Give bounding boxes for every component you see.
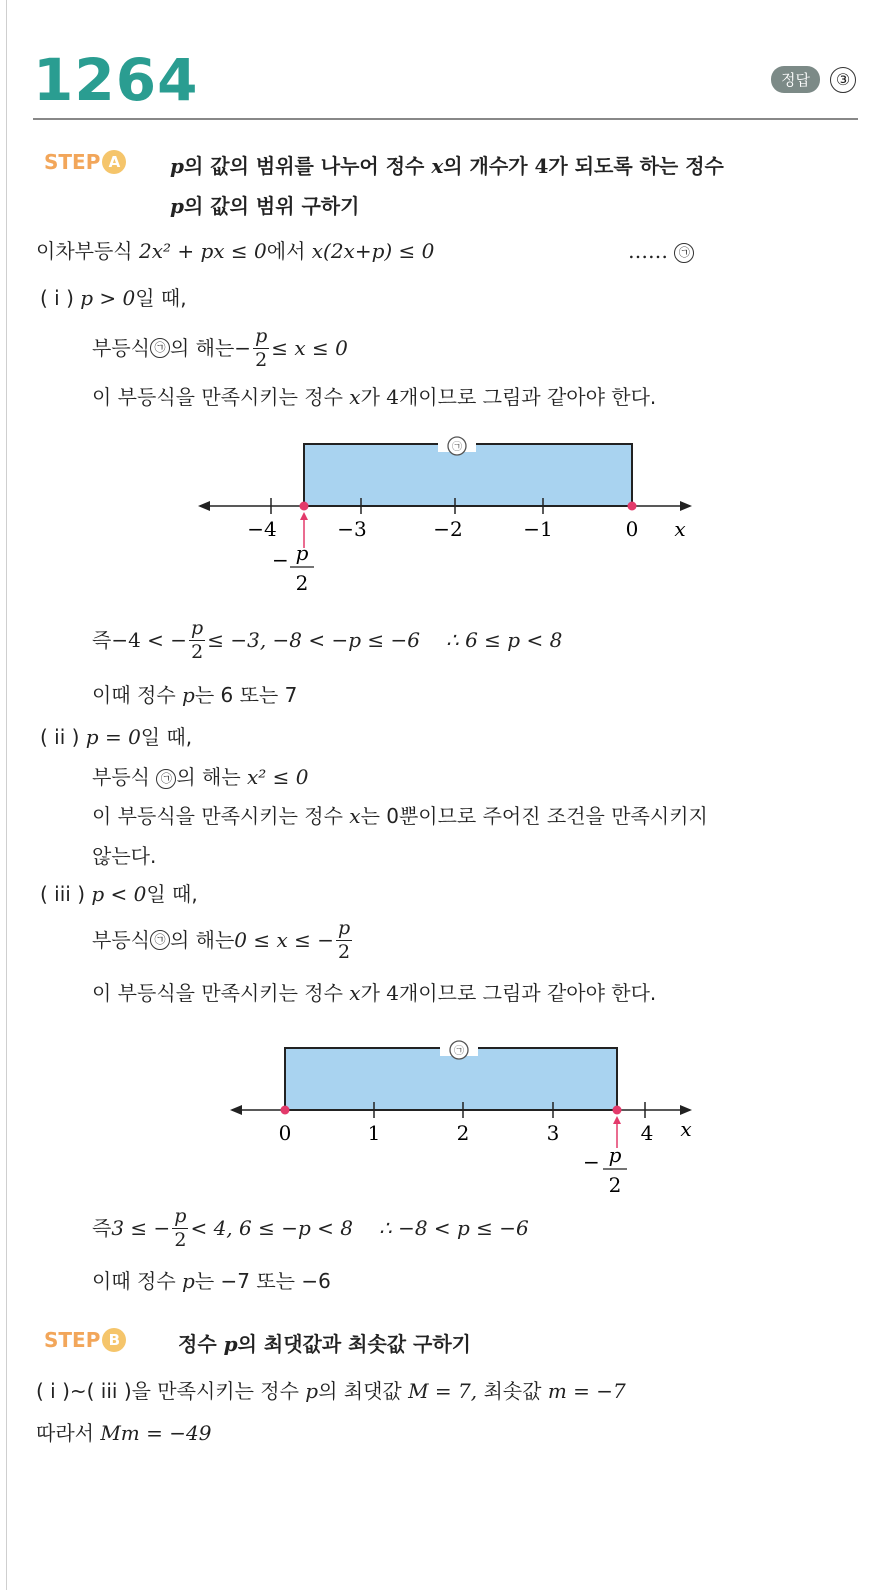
tick-label: −1: [523, 517, 553, 541]
step-a-title-line1: [170, 150, 724, 179]
frac-p-over-2: [189, 616, 205, 663]
case1-sol-expr: ≤ x ≤ 0: [271, 336, 348, 360]
case1-sentence: [92, 386, 656, 408]
step-b-title: [178, 1328, 471, 1357]
case3-sentence-end: 개이므로 그림과 같아야 한다.: [398, 981, 657, 1005]
case2-sentence: [92, 805, 708, 827]
frac-den: 2: [191, 640, 204, 663]
step-b-letter: B: [102, 1328, 126, 1352]
intro-dots: ……: [628, 239, 668, 263]
case3-therefore: ∴ −8 < p ≤ −6: [378, 1216, 529, 1240]
tick-label: 4: [640, 1121, 654, 1145]
case1-cond: p > 0: [80, 286, 136, 310]
case2-solution: [92, 766, 309, 789]
intro-reference: [628, 240, 694, 263]
mark-giyeok: ㉠: [150, 930, 170, 950]
step-a-title-part2: 의 개수가: [443, 154, 535, 178]
frac-p-over-2: [336, 916, 352, 963]
case1-sentence-num: 4: [386, 385, 399, 409]
intro-text1: 이차부등식: [36, 239, 139, 263]
marker-num: p: [608, 1143, 622, 1167]
case1-conclusion-post: 는 6 또는 7: [194, 683, 298, 707]
step-b-title-pre: 정수: [178, 1332, 224, 1356]
marker-den: 2: [608, 1173, 622, 1197]
step-a-title-line2: [170, 190, 359, 219]
step-b-line2-a: 따라서: [36, 1421, 101, 1445]
step-b-line1: [36, 1380, 626, 1402]
case3-sentence-mid: 가: [360, 981, 387, 1005]
region-label-1: ㉠: [452, 442, 462, 453]
case1-sol-mid: 의 해는: [169, 336, 235, 360]
tick-label: 3: [546, 1121, 560, 1145]
frac-den: 2: [338, 940, 351, 963]
step-a-title-part3: 가 되도록 하는 정수: [548, 154, 724, 178]
case1-sol-prefix: 부등식: [92, 336, 150, 360]
min-value: m = −7: [547, 1379, 626, 1403]
step-b-label: [44, 1328, 126, 1352]
frac-p-over-2: [253, 324, 269, 371]
axis-arrow-right-2: [680, 1105, 692, 1115]
step-b-text: STEP: [44, 1328, 101, 1352]
case3-result-a: 3 ≤ −: [111, 1216, 171, 1240]
mark-giyeok: ㉠: [156, 769, 176, 789]
step-b-line2: [36, 1422, 211, 1444]
case1-result-a: −4 < −: [111, 628, 188, 652]
case2-sol-expr: x² ≤ 0: [247, 765, 309, 789]
case3-conclusion-pre: 이때 정수: [92, 1269, 182, 1293]
case3-result-b: < 4, 6 ≤ −p < 8: [190, 1216, 353, 1240]
case1-cond-suffix: 일 때,: [135, 286, 187, 310]
var-p: p: [182, 1269, 195, 1293]
var-x: x: [349, 385, 361, 409]
case2-cond: p = 0: [85, 725, 141, 749]
case3-conclusion: [92, 1270, 331, 1292]
case1-label: ( i ): [40, 286, 74, 310]
case1-conclusion-pre: 이때 정수: [92, 683, 182, 707]
case2-sentence-b: 는 0뿐이므로 주어진 조건을 만족시키지: [360, 804, 708, 828]
tick-label: 0: [625, 517, 639, 541]
tick-label: −4: [247, 517, 277, 541]
step-a-title-part1: 의 값의 범위를 나누어 정수: [183, 154, 432, 178]
var-x: x: [431, 154, 444, 178]
tick-label: −3: [337, 517, 367, 541]
case1-minus: −: [234, 336, 252, 360]
case1-solution: [92, 322, 348, 374]
case2-header: [40, 726, 192, 748]
var-p: p: [305, 1379, 319, 1403]
case3-sentence: [92, 982, 656, 1004]
frac-num: p: [338, 916, 351, 939]
intro-line: [36, 240, 434, 262]
final-answer: Mm = −49: [100, 1421, 212, 1445]
intro-expr1: 2x² + px ≤ 0: [138, 239, 267, 263]
header-divider: [33, 118, 858, 120]
case1-sentence-a: 이 부등식을 만족시키는 정수: [92, 385, 350, 409]
marker-sign: −: [583, 1150, 600, 1174]
axis-label-x: x: [680, 1117, 692, 1141]
marker-arrow-head-2: [613, 1116, 621, 1124]
var-p: p: [223, 1332, 238, 1356]
intro-text2: 에서: [266, 239, 312, 263]
boundary-point-right: [613, 1106, 622, 1115]
case3-solution: [92, 914, 354, 966]
solution-region-1: [304, 444, 632, 506]
step-b-line1-b: 의 최댓값: [318, 1379, 409, 1403]
answer-box: [771, 66, 856, 93]
marker-sign: −: [272, 548, 289, 572]
boundary-point-left: [281, 1106, 290, 1115]
case3-sol-mid: 의 해는: [169, 928, 235, 952]
case3-conclusion-post: 는 −7 또는 −6: [194, 1269, 331, 1293]
case3-result-prefix: 즉: [92, 1216, 112, 1240]
case1-result: [92, 614, 562, 666]
case3-sol-expr: 0 ≤ x ≤ −: [234, 928, 335, 952]
number-line-figure-2: [0, 1030, 886, 1210]
case3-result: [92, 1202, 529, 1254]
case3-cond-suffix: 일 때,: [146, 882, 198, 906]
frac-num: p: [255, 324, 268, 347]
case1-therefore: ∴ 6 ≤ p < 8: [446, 628, 563, 652]
case2-label: ( ii ): [40, 725, 80, 749]
marker-den: 2: [295, 571, 309, 595]
frac-num: p: [191, 616, 204, 639]
var-x: x: [349, 981, 361, 1005]
case2-sentence-end: 않는다.: [92, 844, 157, 868]
frac-den: 2: [174, 1228, 187, 1251]
problem-number: 1264: [33, 46, 199, 114]
tick-label: −2: [433, 517, 463, 541]
intro-expr2: x(2x+p) ≤ 0: [311, 239, 435, 263]
case3-sentence-num: 4: [386, 981, 399, 1005]
tick-label: 0: [278, 1121, 292, 1145]
case2-sol-prefix: 부등식: [92, 765, 157, 789]
var-p: p: [170, 154, 184, 178]
mark-giyeok: ㉠: [150, 338, 170, 358]
region-label-2: ㉠: [454, 1046, 464, 1057]
page-edge: [6, 0, 7, 1590]
boundary-point-right: [628, 502, 637, 511]
step-a-title-num: 4: [534, 154, 549, 178]
case3-label: ( iii ): [40, 882, 85, 906]
axis-arrow-left-2: [230, 1105, 242, 1115]
case1-conclusion: [92, 684, 297, 706]
case2-sentence-a: 이 부등식을 만족시키는 정수: [92, 804, 350, 828]
case2-cond-suffix: 일 때,: [140, 725, 193, 749]
mark-giyeok: ㉠: [674, 243, 694, 263]
case1-sentence-mid: 가: [360, 385, 387, 409]
step-a-label: [44, 150, 126, 174]
case1-result-b: ≤ −3, −8 < −p ≤ −6: [207, 628, 421, 652]
axis-arrow-left-1: [198, 501, 210, 511]
case3-sentence-a: 이 부등식을 만족시키는 정수: [92, 981, 350, 1005]
case2-sol-mid: 의 해는: [176, 765, 248, 789]
answer-badge: 정답: [771, 66, 820, 93]
tick-label: 2: [456, 1121, 470, 1145]
axis-arrow-right-1: [680, 501, 692, 511]
var-p: p: [182, 683, 195, 707]
case1-sentence-end: 개이므로 그림과 같아야 한다.: [398, 385, 657, 409]
step-b-line1-a: ( i )~( iii )을 만족시키는 정수: [36, 1379, 306, 1403]
step-a-title-part4: 의 값의 범위 구하기: [183, 194, 360, 218]
case1-result-prefix: 즉: [92, 628, 112, 652]
solution-region-2: [285, 1048, 617, 1110]
tick-label: 1: [367, 1121, 381, 1145]
case1-header: [40, 287, 187, 309]
frac-den: 2: [255, 348, 268, 371]
boundary-point-left: [300, 502, 309, 511]
step-b-title-post: 의 최댓값과 최솟값 구하기: [237, 1332, 472, 1356]
var-x: x: [349, 804, 361, 828]
step-a-letter: A: [102, 150, 126, 174]
answer-value: ③: [830, 67, 856, 93]
step-b-line1-c: 최솟값: [477, 1379, 548, 1403]
marker-arrow-head-1: [300, 512, 308, 520]
case3-sol-prefix: 부등식: [92, 928, 150, 952]
var-p: p: [170, 194, 184, 218]
case3-cond: p < 0: [91, 882, 147, 906]
step-a-text: STEP: [44, 150, 101, 174]
marker-num: p: [295, 541, 309, 565]
axis-label-x: x: [674, 517, 686, 541]
number-line-figure-1: [0, 430, 886, 610]
case3-header: [40, 883, 198, 905]
frac-num: p: [174, 1204, 187, 1227]
frac-p-over-2: [172, 1204, 188, 1251]
max-value: M = 7,: [408, 1379, 478, 1403]
